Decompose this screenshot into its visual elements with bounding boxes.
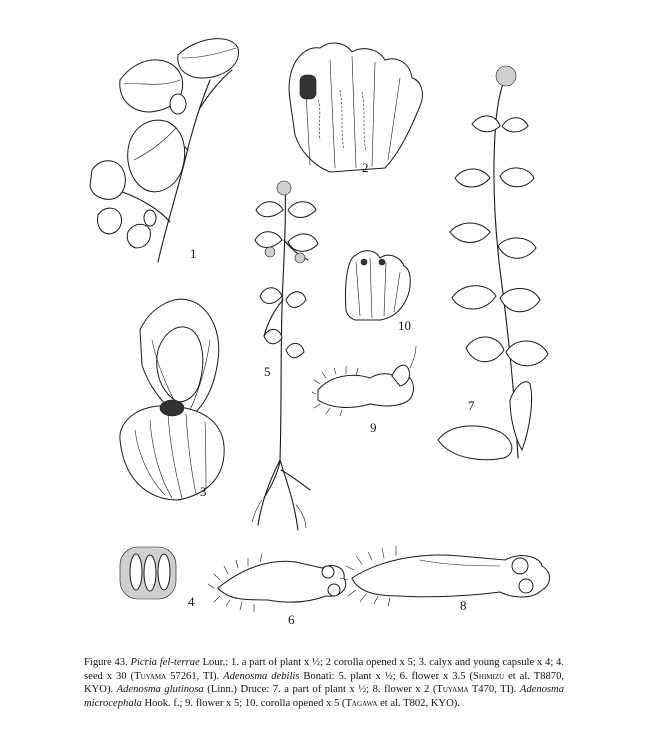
figure-label-8: 8: [460, 598, 467, 613]
caption-species-2: Adenosma debilis: [223, 670, 300, 682]
figure-label-3: 3: [200, 484, 207, 499]
caption-text-4: Hook. f.; 9. flower x 5; 10. corolla opened x 5 (: [141, 697, 346, 709]
caption-text-2: Bonati: 5. plant x ½; 6. flower x 3.5 (: [299, 670, 473, 682]
caption-collector-4: Tagawa: [345, 697, 378, 709]
drawing-2-corolla-opened: [289, 43, 422, 175]
figure-label-10: 10: [398, 318, 411, 333]
figure-label-7: 7: [468, 398, 475, 413]
caption-figure-label: Figure 43.: [84, 657, 128, 668]
drawing-1-picria-branch: [90, 39, 239, 262]
caption-text-3: (Linn.) Druce: 7. a part of plant x ½; 8. flower x 2 (: [203, 684, 437, 696]
caption-species-4: Adenosma microcephala: [84, 684, 564, 709]
figure-caption: [84, 656, 564, 710]
caption-text-1: Lour.: 1. a part of plant x ½; 2 corolla opened x 5; 3. calyx and young capsule x 4; 4. seed x 30 (: [84, 657, 564, 682]
caption-collector-3: Tuyama: [436, 684, 469, 696]
caption-species-3: Adenosma glutinosa: [116, 684, 204, 696]
figure-label-2: 2: [362, 160, 369, 175]
caption-end-1: 57261, TI).: [166, 670, 220, 682]
drawing-4-seed: [120, 547, 195, 609]
drawing-8-glutinosa-flower: [340, 546, 550, 613]
caption-end-3: T470, TI).: [468, 684, 517, 696]
caption-end-2: et al. T8870, KYO).: [84, 670, 565, 696]
drawing-6-debilis-flower: [208, 554, 346, 627]
caption-collector-1: Tuyama: [134, 670, 167, 682]
figure-label-1: 1: [190, 246, 197, 261]
drawing-10-corolla-opened: [345, 251, 411, 333]
figure-label-9: 9: [370, 420, 377, 435]
caption-species-1: Picria fel-terrae: [130, 657, 200, 668]
figure-label-6: 6: [288, 612, 295, 627]
drawing-3-calyx-capsule: [120, 299, 224, 500]
figure-label-5: 5: [264, 364, 271, 379]
drawing-9-microcephala-flower: [312, 346, 416, 435]
figure-label-4: 4: [188, 594, 195, 609]
drawing-5-adenosma-debilis-plant: [252, 181, 318, 530]
caption-collector-2: Shimizu: [473, 670, 505, 682]
caption-end-4: et al. T802, KYO).: [377, 697, 460, 709]
drawing-7-adenosma-glutinosa: [438, 66, 548, 460]
